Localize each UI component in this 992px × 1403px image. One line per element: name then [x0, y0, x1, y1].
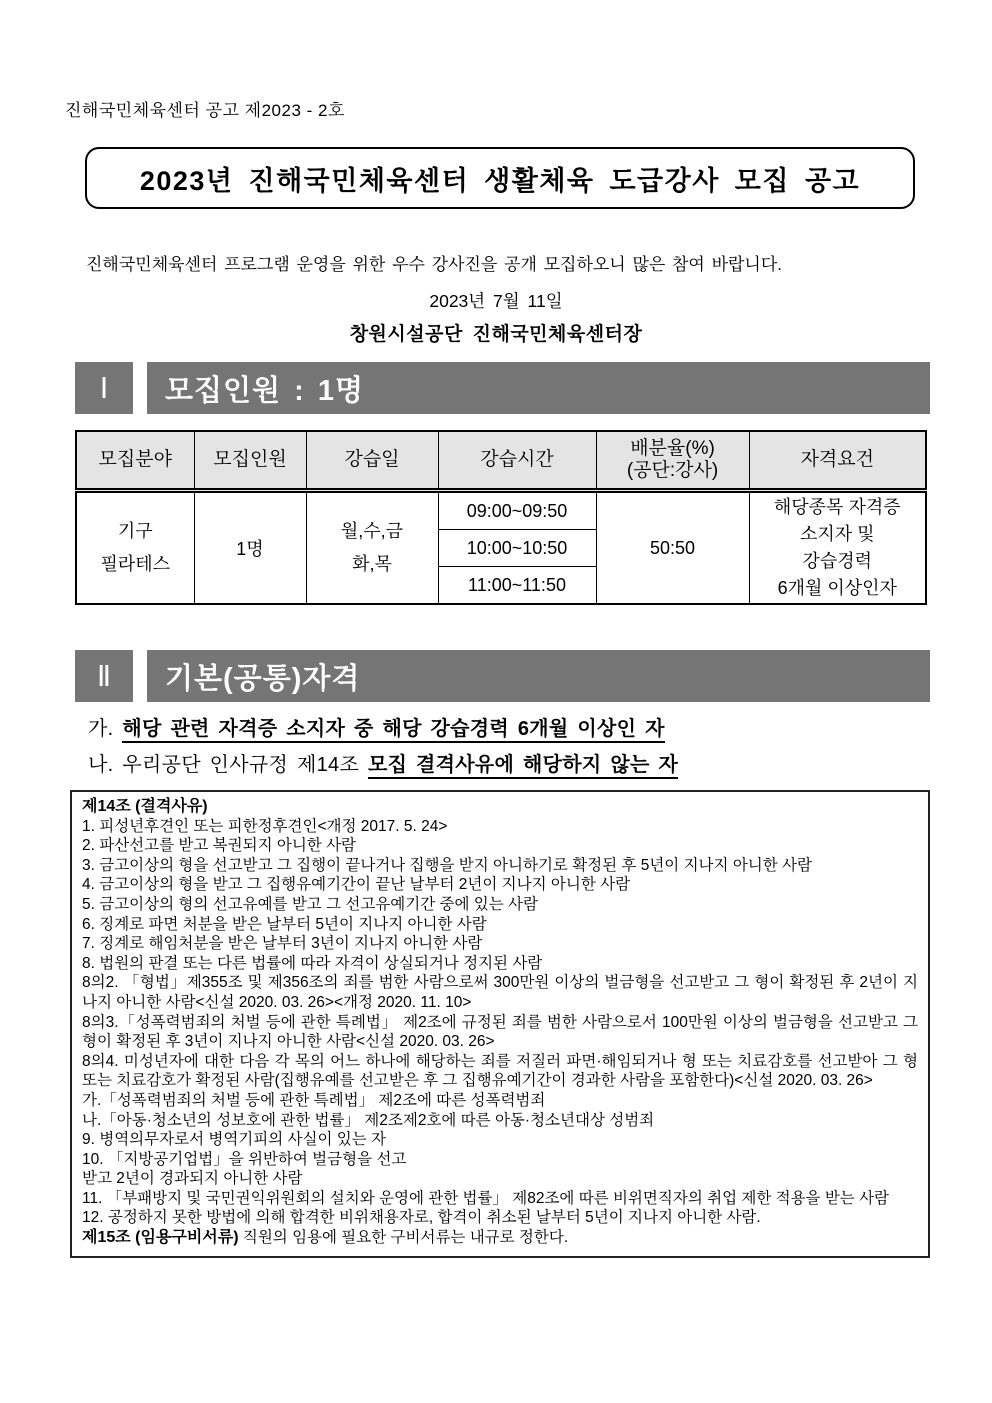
- signature-text: 창원시설공단 진해국민체육센터장: [349, 324, 643, 345]
- title-box: [85, 147, 915, 209]
- basic-qualification-item-na: [88, 748, 678, 777]
- clause-15-text: 직원의 임용에 필요한 구비서류는 내규로 정한다.: [238, 1229, 569, 1247]
- section-2-title-label: 기본(공통)자격: [165, 662, 361, 695]
- clause-item: 8의4. 미성년자에 대한 다음 각 목의 어느 하나에 해당하는 죄를 저질러 파면·해임되거나 형 또는 치료감호를 선고받아 그 형 또는 치료감호가 확정된 사람(집행유예를 선고받은 후 그 집행유예기간이 경과한 사람을 포함한다)<신설 2020. 03. 26>: [82, 1052, 918, 1090]
- qual-line3: 강습경력: [802, 551, 873, 571]
- clause-item: 6. 징계로 파면 처분을 받은 날부터 5년이 지나지 아니한 사람: [82, 915, 487, 933]
- section-2-title: [147, 650, 930, 702]
- days-line2: 화,목: [352, 554, 392, 574]
- intro-text: 진해국민체육센터 프로그램 운영을 위한 우수 강사진을 공개 모집하오니 많은 참여 바랍니다.: [86, 255, 782, 274]
- page-title: 2023년 진해국민체육센터 생활체육 도급강사 모집 공고: [139, 165, 861, 196]
- clause-item: 가.「성폭력범죄의 처벌 등에 관한 특례법」 제2조에 따른 성폭력범죄: [82, 1091, 546, 1109]
- table-row: [76, 491, 926, 530]
- clause-item: 8의2. 「형법」제355조 및 제356조의 죄를 범한 사람으로써 300만원 이상의 벌금형을 선고받고 그 형이 확정된 후 2년이 지나지 아니한 사람<신설 2020. 03. 26><개정 2020. 11. 10>: [82, 974, 918, 1011]
- clause-item: 나.「아동·청소년의 성보호에 관한 법률」 제2조제2호에 따른 아동·청소년대상 성범죄: [82, 1111, 655, 1129]
- item-ga-prefix: 가.: [88, 718, 114, 740]
- qual-line1: 해당종목 자격증: [773, 497, 901, 517]
- section-2-numeral: Ⅱ: [75, 650, 133, 702]
- table-header-row: [76, 431, 926, 491]
- clause-item: 2. 파산선고를 받고 복권되지 아니한 사람: [82, 837, 357, 855]
- clause-item: 8의3.「성폭력범죄의 처벌 등에 관한 특례법」 제2조에 규정된 죄를 범한 사람으로서 100만원 이상의 벌금형을 선고받고 그 형이 확정된 후 3년이 지나지 아니한 사람<신설 2020. 03. 26>: [82, 1013, 918, 1051]
- clause-item: 받고 2년이 경과되지 아니한 사람: [82, 1170, 303, 1188]
- cell-days: [306, 491, 438, 605]
- clause-item: 4. 금고이상의 형을 받고 그 집행유예기간이 끝난 날부터 2년이 지나지 아니한 사람: [82, 876, 631, 894]
- col-header-days: 강습일: [306, 431, 438, 491]
- clause-item: 8. 법원의 판결 또는 다른 법률에 따라 자격이 상실되거나 정지된 사람: [82, 954, 543, 972]
- qual-line4: 6개월 이상인자: [777, 578, 897, 598]
- section-2-header: [75, 650, 930, 702]
- clause-14-box: [70, 790, 930, 1258]
- item-na-bold-text: 모집 결격사유에 해당하지 않는 자: [368, 754, 678, 779]
- date-text: 2023년 7월 11일: [429, 291, 563, 311]
- section-1-title: [147, 362, 930, 414]
- cell-field: [76, 491, 194, 605]
- recruit-table: [75, 430, 927, 605]
- clause-item: 1. 피성년후견인 또는 피한정후견인<개정 2017. 5. 24>: [82, 817, 448, 835]
- col-header-time: 강습시간: [438, 431, 596, 491]
- section-1-numeral: Ⅰ: [75, 362, 133, 414]
- cell-ratio: 50:50: [596, 491, 749, 605]
- clause-15-line: [82, 1228, 918, 1248]
- clause-item: 12. 공정하지 못한 방법에 의해 합격한 비위채용자로, 합격이 취소된 날부터 5년이 지나지 아니한 사람.: [82, 1209, 761, 1227]
- notice-number: 진해국민체육센터 공고 제2023 - 2호: [65, 101, 345, 120]
- clause-14-heading: 제14조 (결격사유): [82, 798, 208, 815]
- basic-qualification-item-ga: [88, 712, 665, 741]
- section-1-title-label: 모집인원 : 1명: [165, 374, 364, 407]
- field-line1: 기구: [117, 521, 153, 541]
- field-line2: 필라테스: [100, 554, 171, 574]
- days-line1: 월,수,금: [340, 521, 404, 541]
- item-na-prefix: 나. 우리공단 인사규정 제14조: [88, 754, 368, 776]
- clause-item: 7. 징계로 해임처분을 받은 날부터 3년이 지나지 아니한 사람: [82, 935, 483, 953]
- clause-item: 9. 병역의무자로서 병역기피의 사실이 있는 자: [82, 1131, 386, 1149]
- section-1-header: [75, 362, 930, 414]
- clause-item: 3. 금고이상의 형을 선고받고 그 집행이 끝나거나 집행을 받지 아니하기로 확정된 후 5년이 지나지 아니한 사람: [82, 856, 812, 874]
- clause-item: 5. 금고이상의 형의 선고유예를 받고 그 선고유예기간 중에 있는 사람: [82, 895, 538, 913]
- clause-item: 10. 「지방공기업법」을 위반하여 벌금형을 선고: [82, 1150, 407, 1168]
- cell-count: 1명: [194, 491, 306, 605]
- qual-line2: 소지자 및: [799, 524, 875, 544]
- cell-time-1: 09:00~09:50: [438, 491, 596, 530]
- clause-15-label: 제15조 (임용구비서류): [82, 1229, 239, 1247]
- col-header-qualification: 자격요건: [749, 431, 926, 491]
- col-header-ratio: [596, 431, 749, 491]
- col-header-count: 모집인원: [194, 431, 306, 491]
- cell-time-2: 10:00~10:50: [438, 530, 596, 567]
- ratio-header-line1: 배분율(%): [630, 438, 715, 459]
- item-ga-text: 해당 관련 자격증 소지자 중 해당 강습경력 6개월 이상인 자: [122, 718, 664, 743]
- col-header-field: 모집분야: [76, 431, 194, 491]
- clause-item: 11. 「부패방지 및 국민권익위원회의 설치와 운영에 관한 법률」 제82조에 따른 비위면직자의 취업 제한 적용을 받는 사람: [82, 1189, 890, 1207]
- ratio-header-line2: (공단:강사): [626, 460, 719, 481]
- cell-qualification: [749, 491, 926, 605]
- cell-time-3: 11:00~11:50: [438, 567, 596, 605]
